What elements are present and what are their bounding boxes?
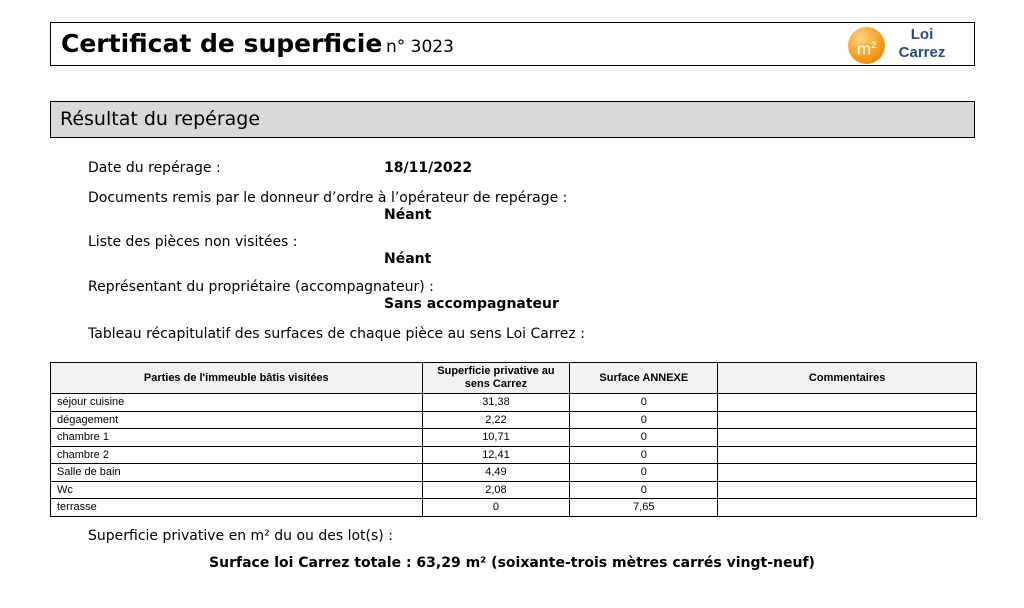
room-name: terrasse	[51, 499, 423, 517]
representative-label: Représentant du propriétaire (accompagnateur) :	[88, 279, 434, 295]
documents-label: Documents remis par le donneur d’ordre à l’opérateur de repérage :	[88, 190, 568, 206]
table-intro: Tableau récapitulatif des surfaces de chaque pièce au sens Loi Carrez :	[88, 326, 585, 342]
annexe-surface: 0	[570, 411, 718, 429]
carrez-surface: 2,22	[422, 411, 570, 429]
room-name: chambre 2	[51, 446, 423, 464]
table-row	[51, 481, 977, 499]
comment	[718, 411, 977, 429]
table-row	[51, 394, 977, 412]
document-title: Certificat de superficie	[61, 29, 383, 58]
comment	[718, 446, 977, 464]
carrez-surface: 31,38	[422, 394, 570, 412]
carrez-surface: 12,41	[422, 446, 570, 464]
section-header	[50, 101, 975, 138]
comment	[718, 481, 977, 499]
room-name: Salle de bain	[51, 464, 423, 482]
annexe-surface: 0	[570, 394, 718, 412]
certificate-header	[50, 22, 975, 66]
certificate-number: n° 3023	[386, 37, 454, 57]
surface-table	[50, 362, 977, 517]
table-header-row	[51, 363, 977, 394]
room-name: séjour cuisine	[51, 394, 423, 412]
logo-line1: Loi	[910, 26, 934, 43]
documents-value: Néant	[384, 207, 432, 223]
carrez-surface: 4,49	[422, 464, 570, 482]
date-value: 18/11/2022	[384, 160, 473, 176]
annexe-surface: 0	[570, 481, 718, 499]
date-label: Date du repérage :	[88, 160, 221, 176]
comment	[718, 429, 977, 447]
unvisited-rooms-value: Néant	[384, 251, 432, 267]
m2-logo-icon	[848, 27, 885, 64]
annexe-surface: 7,65	[570, 499, 718, 517]
carrez-surface: 10,71	[422, 429, 570, 447]
annexe-surface: 0	[570, 429, 718, 447]
unvisited-rooms-label: Liste des pièces non visitées :	[88, 234, 298, 250]
table-row	[51, 464, 977, 482]
table-row	[51, 411, 977, 429]
representative-value: Sans accompagnateur	[384, 296, 559, 312]
section-title: Résultat du repérage	[60, 108, 261, 130]
table-row	[51, 446, 977, 464]
room-name: chambre 1	[51, 429, 423, 447]
comment	[718, 464, 977, 482]
loi-carrez-logo	[848, 24, 958, 64]
annexe-surface: 0	[570, 446, 718, 464]
private-area-label: Superficie privative en m² du ou des lot(s) :	[88, 528, 393, 544]
logo-symbol: m	[856, 39, 872, 59]
carrez-surface: 2,08	[422, 481, 570, 499]
room-name: dégagement	[51, 411, 423, 429]
logo-superscript: 2	[871, 40, 877, 50]
col-header-carrez: Superficie privative au sens Carrez	[422, 363, 570, 394]
logo-text	[894, 26, 950, 62]
carrez-surface: 0	[422, 499, 570, 517]
total-surface: Surface loi Carrez totale : 63,29 m² (soixante-trois mètres carrés vingt-neuf)	[209, 555, 815, 571]
col-header-annexe: Surface ANNEXE	[570, 363, 718, 394]
col-header-comments: Commentaires	[718, 363, 977, 394]
comment	[718, 499, 977, 517]
comment	[718, 394, 977, 412]
annexe-surface: 0	[570, 464, 718, 482]
col-header-rooms: Parties de l'immeuble bâtis visitées	[51, 363, 423, 394]
table-row	[51, 429, 977, 447]
table-row	[51, 499, 977, 517]
room-name: Wc	[51, 481, 423, 499]
logo-line2: Carrez	[898, 44, 946, 61]
